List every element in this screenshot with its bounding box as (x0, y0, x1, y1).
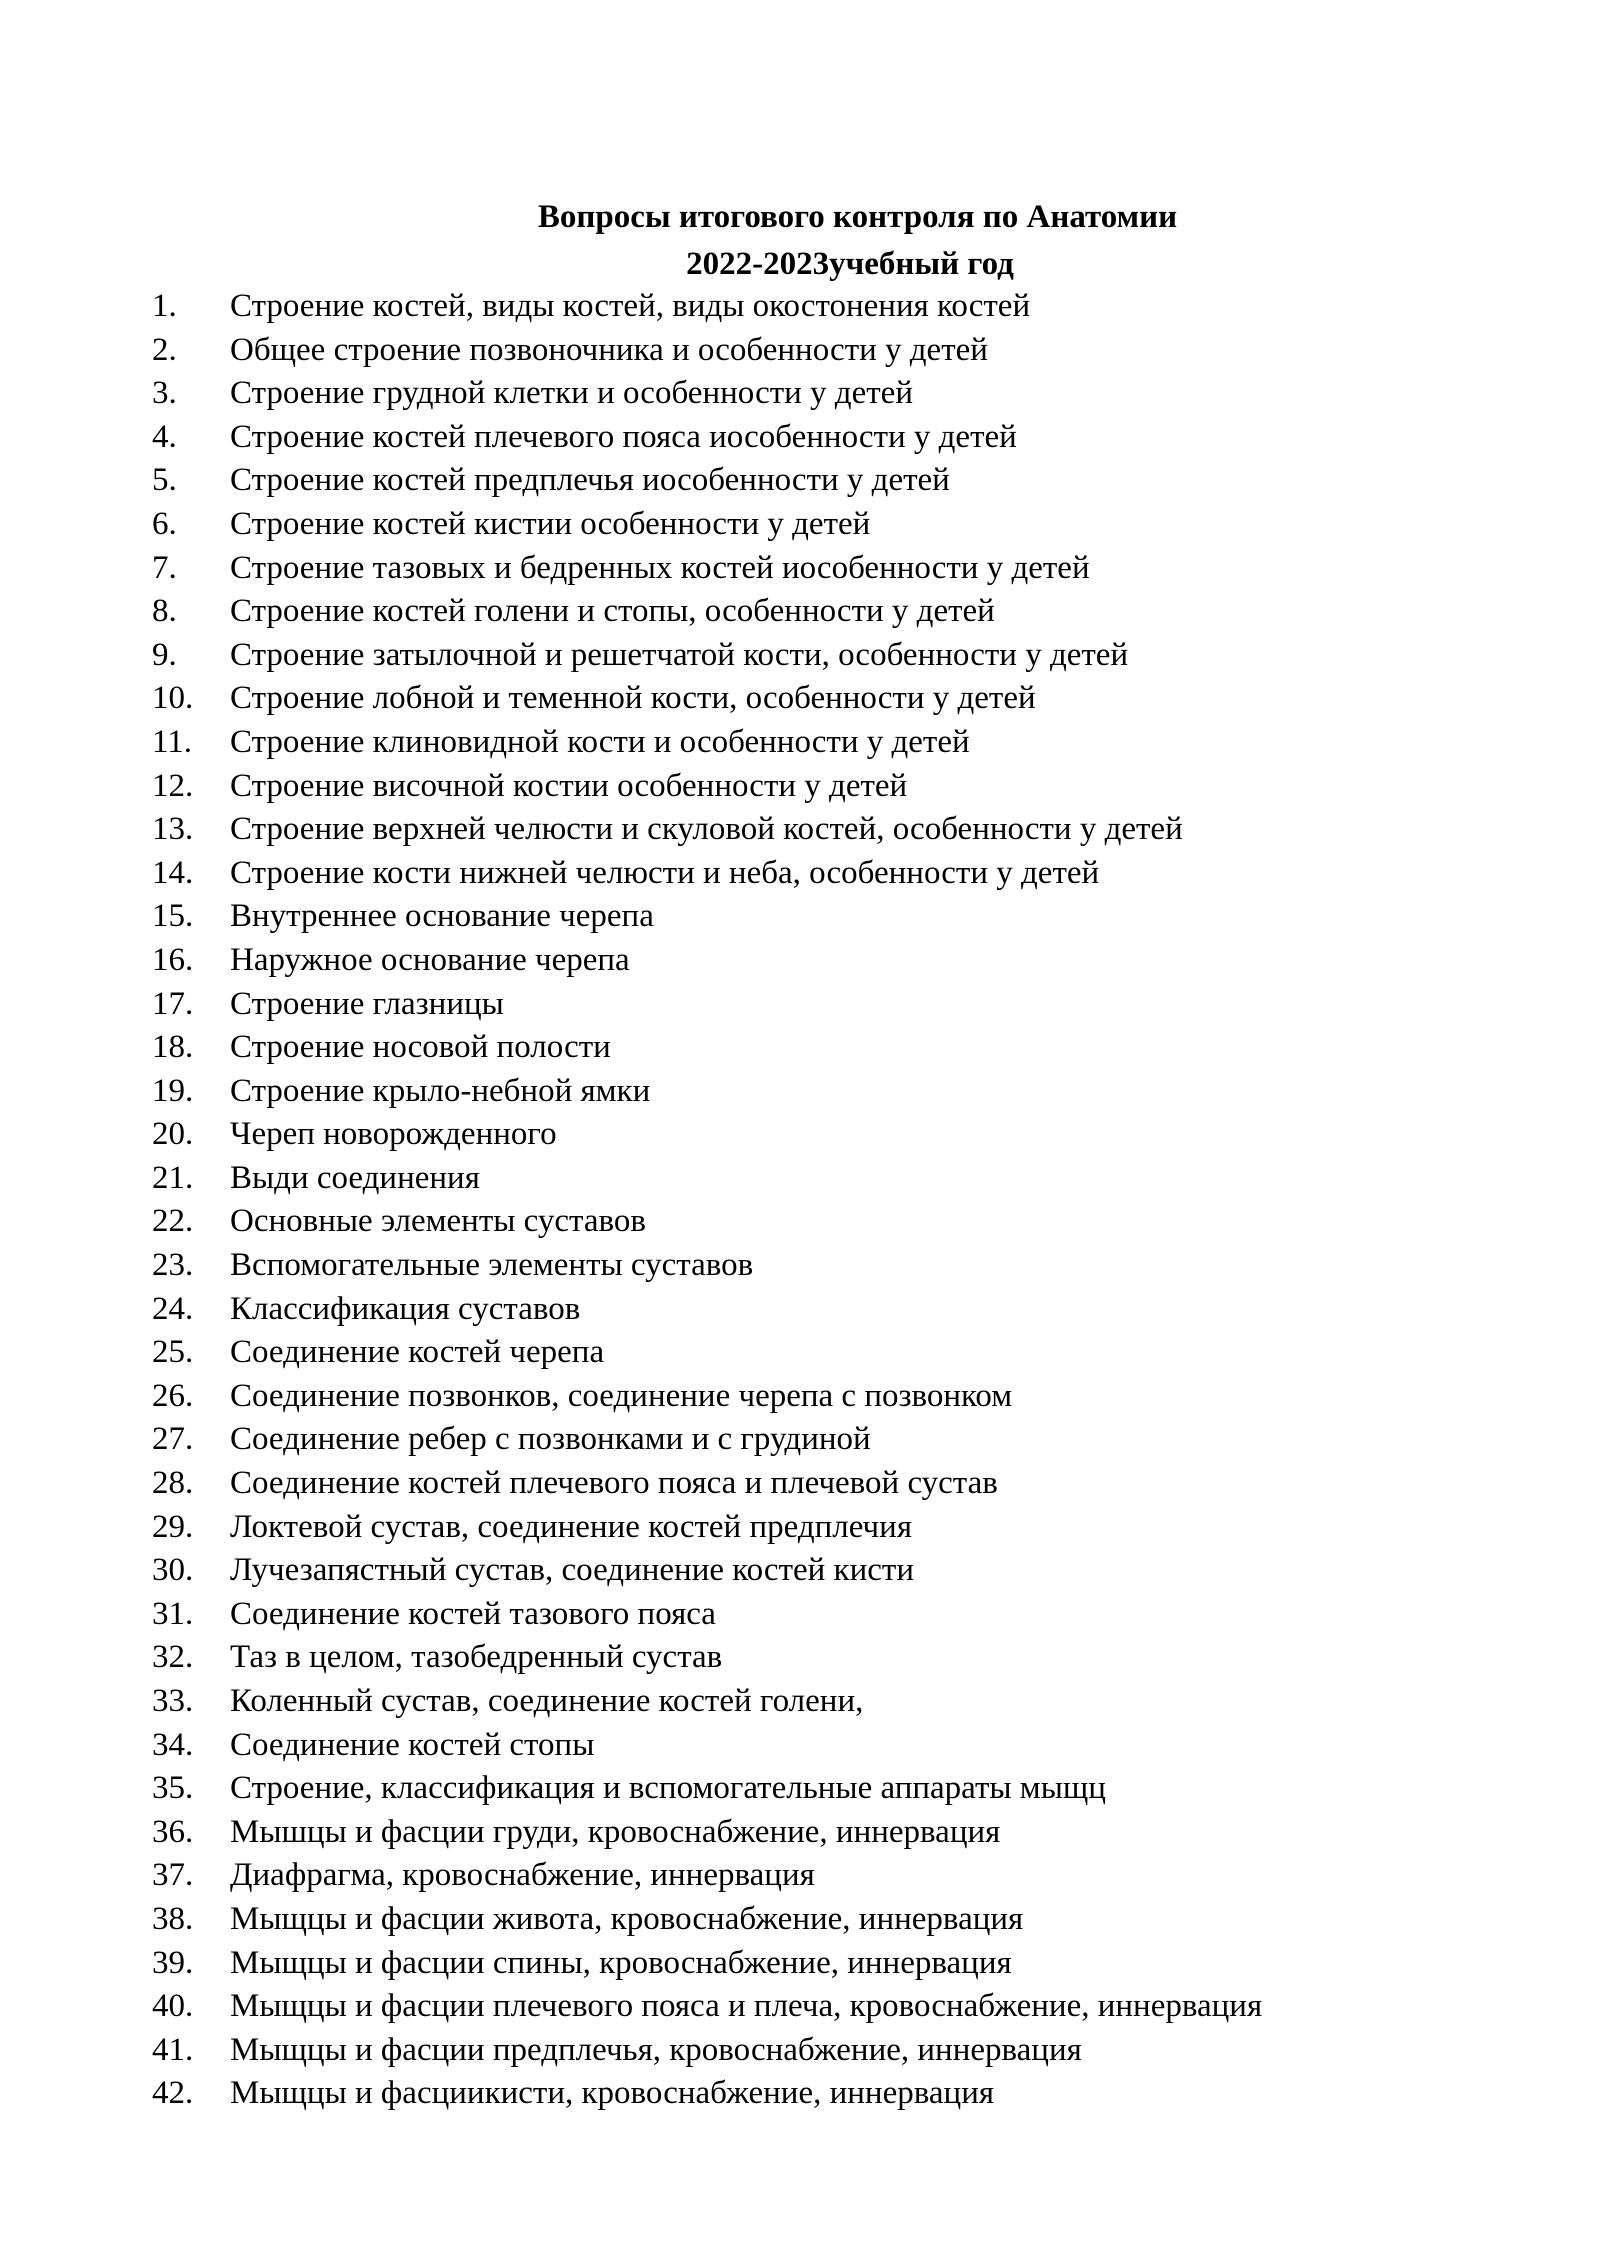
question-item (0, 808, 1600, 852)
question-text: Соединение костей тазового пояса (230, 1595, 716, 1632)
question-item (0, 1375, 1600, 1419)
question-item (0, 459, 1600, 503)
question-text: Строение клиновидной кости и особенности у детей (230, 723, 970, 760)
question-number: 21. (152, 1159, 194, 1196)
question-text: Внутреннее основание черепа (230, 898, 654, 935)
question-number: 15. (152, 898, 194, 935)
question-item (0, 634, 1600, 678)
question-number: 16. (152, 941, 194, 978)
question-text: Основные элементы суставов (230, 1203, 646, 1240)
question-text: Строение костей плечевого пояса иособенности у детей (230, 418, 1017, 455)
question-text: Строение, классификация и вспомогательные аппараты мыщц (230, 1770, 1106, 1807)
question-item (0, 1331, 1600, 1375)
question-item (0, 1985, 1600, 2029)
question-text: Таз в целом, тазобедренный сустав (230, 1639, 723, 1676)
question-item (0, 372, 1600, 416)
question-text: Общее строение позвоночника и особенности у детей (230, 331, 988, 368)
question-item (0, 285, 1600, 329)
question-item (0, 983, 1600, 1027)
question-text: Мыщцы и фасции спины, кровоснабжение, иннервация (230, 1944, 1012, 1981)
question-text: Локтевой сустав, соединение костей предплечия (230, 1508, 912, 1545)
question-text: Мыщцы и фасции плечевого пояса и плеча, кровоснабжение, иннервация (230, 1988, 1263, 2025)
question-text: Строение лобной и теменной кости, особенности у детей (230, 680, 1036, 717)
question-item (0, 1244, 1600, 1288)
question-number: 35. (152, 1770, 194, 1807)
question-number: 26. (152, 1377, 194, 1414)
question-text: Строение глазницы (230, 985, 504, 1022)
question-text: Строение крыло-небной ямки (230, 1072, 651, 1109)
question-number: 20. (152, 1116, 194, 1153)
question-number: 36. (152, 1813, 194, 1850)
question-text: Мыщцы и фасциикисти, кровоснабжение, иннервация (230, 2075, 995, 2112)
question-item (0, 1418, 1600, 1462)
question-number: 7. (152, 549, 177, 586)
question-text: Соединение костей стопы (230, 1726, 595, 1763)
question-number: 19. (152, 1072, 194, 1109)
question-text: Соединение костей плечевого пояса и плечевой сустав (230, 1465, 998, 1502)
question-number: 39. (152, 1944, 194, 1981)
question-number: 10. (152, 680, 194, 717)
question-number: 25. (152, 1334, 194, 1371)
question-number: 3. (152, 375, 177, 412)
question-number: 2. (152, 331, 177, 368)
question-text: Классификация суставов (230, 1290, 581, 1327)
question-number: 31. (152, 1595, 194, 1632)
question-item (0, 329, 1600, 373)
question-item (0, 939, 1600, 983)
question-number: 18. (152, 1029, 194, 1066)
question-number: 6. (152, 505, 177, 542)
question-number: 33. (152, 1683, 194, 1719)
question-item (0, 1724, 1600, 1768)
question-item (0, 895, 1600, 939)
question-number: 32. (152, 1639, 194, 1676)
question-text: Мыщцы и фасции живота, кровоснабжение, иннервация (230, 1900, 1024, 1937)
question-number: 5. (152, 462, 177, 499)
question-number: 42. (152, 2075, 194, 2112)
question-item (0, 2029, 1600, 2073)
question-number: 24. (152, 1290, 194, 1327)
question-text: Диафрагма, кровоснабжение, иннервация (230, 1857, 815, 1894)
question-text: Соединение костей черепа (230, 1334, 605, 1371)
question-text: Выди соединения (230, 1159, 480, 1196)
question-number: 34. (152, 1726, 194, 1763)
question-text: Вспомогательные элементы суставов (230, 1247, 754, 1284)
question-text: Строение костей, виды костей, виды окостонения костей (230, 288, 1031, 324)
question-item (0, 852, 1600, 896)
question-number: 40. (152, 1988, 194, 2025)
question-item (0, 1767, 1600, 1811)
question-number: 28. (152, 1465, 194, 1502)
question-text: Коленный сустав, соединение костей голени, (230, 1683, 864, 1719)
question-number: 17. (152, 985, 194, 1022)
question-number: 22. (152, 1203, 194, 1240)
question-number: 1. (152, 288, 177, 324)
question-item (0, 416, 1600, 460)
question-item (0, 547, 1600, 591)
question-number: 14. (152, 854, 194, 891)
question-text: Лучезапястный сустав, соединение костей кисти (230, 1552, 914, 1589)
question-text: Строение костей голени и стопы, особенности у детей (230, 593, 995, 630)
question-item (0, 1549, 1600, 1593)
question-text: Мыщцы и фасции предплечья, кровоснабжение, иннервация (230, 2031, 1082, 2068)
question-item (0, 503, 1600, 547)
question-text: Строение костей кистии особенности у детей (230, 505, 871, 542)
question-number: 41. (152, 2031, 194, 2068)
document-title: Вопросы итогового контроля по Анатомии (537, 199, 1178, 235)
question-number: 11. (152, 723, 193, 760)
question-item (0, 1070, 1600, 1114)
question-number: 38. (152, 1900, 194, 1937)
question-number: 8. (152, 593, 177, 630)
question-number: 27. (152, 1421, 194, 1458)
question-text: Мышцы и фасции груди, кровоснабжение, иннервация (230, 1813, 1001, 1850)
question-text: Строение затылочной и решетчатой кости, особенности у детей (230, 636, 1129, 673)
question-item (0, 1157, 1600, 1201)
question-text: Строение носовой полости (230, 1029, 611, 1066)
question-item (0, 677, 1600, 721)
question-item (0, 1462, 1600, 1506)
question-number: 4. (152, 418, 177, 455)
question-text: Наружное основание черепа (230, 941, 630, 978)
question-text: Строение тазовых и бедренных костей иособенности у детей (230, 549, 1090, 586)
question-text: Строение грудной клетки и особенности у детей (230, 375, 913, 412)
question-number: 13. (152, 811, 194, 848)
question-text: Череп новорожденного (230, 1116, 557, 1153)
question-item (0, 1593, 1600, 1637)
question-item (0, 1898, 1600, 1942)
question-text: Соединение позвонков, соединение черепа с позвонком (230, 1377, 1013, 1414)
question-item (0, 1811, 1600, 1855)
question-number: 29. (152, 1508, 194, 1545)
question-item (0, 1026, 1600, 1070)
question-text: Соединение ребер с позвонками и с грудиной (230, 1421, 871, 1458)
question-item (0, 1200, 1600, 1244)
question-text: Строение кости нижней челюсти и неба, особенности у детей (230, 854, 1100, 891)
question-item (0, 1854, 1600, 1898)
question-number: 9. (152, 636, 177, 673)
question-text: Строение костей предплечья иособенности у детей (230, 462, 950, 499)
question-text: Строение височной костии особенности у детей (230, 767, 908, 804)
question-item (0, 1113, 1600, 1157)
question-number: 37. (152, 1857, 194, 1894)
question-text: Строение верхней челюсти и скуловой костей, особенности у детей (230, 811, 1183, 848)
question-number: 12. (152, 767, 194, 804)
question-number: 30. (152, 1552, 194, 1589)
question-item (0, 1680, 1600, 1724)
questions-list (0, 285, 1600, 2116)
question-number: 23. (152, 1247, 194, 1284)
question-item (0, 2072, 1600, 2116)
question-item (0, 590, 1600, 634)
question-item (0, 765, 1600, 809)
question-item (0, 1288, 1600, 1332)
question-item (0, 1506, 1600, 1550)
question-item (0, 1636, 1600, 1680)
document-subtitle-year: 2022-2023учебный год (686, 246, 1014, 282)
question-item (0, 721, 1600, 765)
question-item (0, 1942, 1600, 1986)
